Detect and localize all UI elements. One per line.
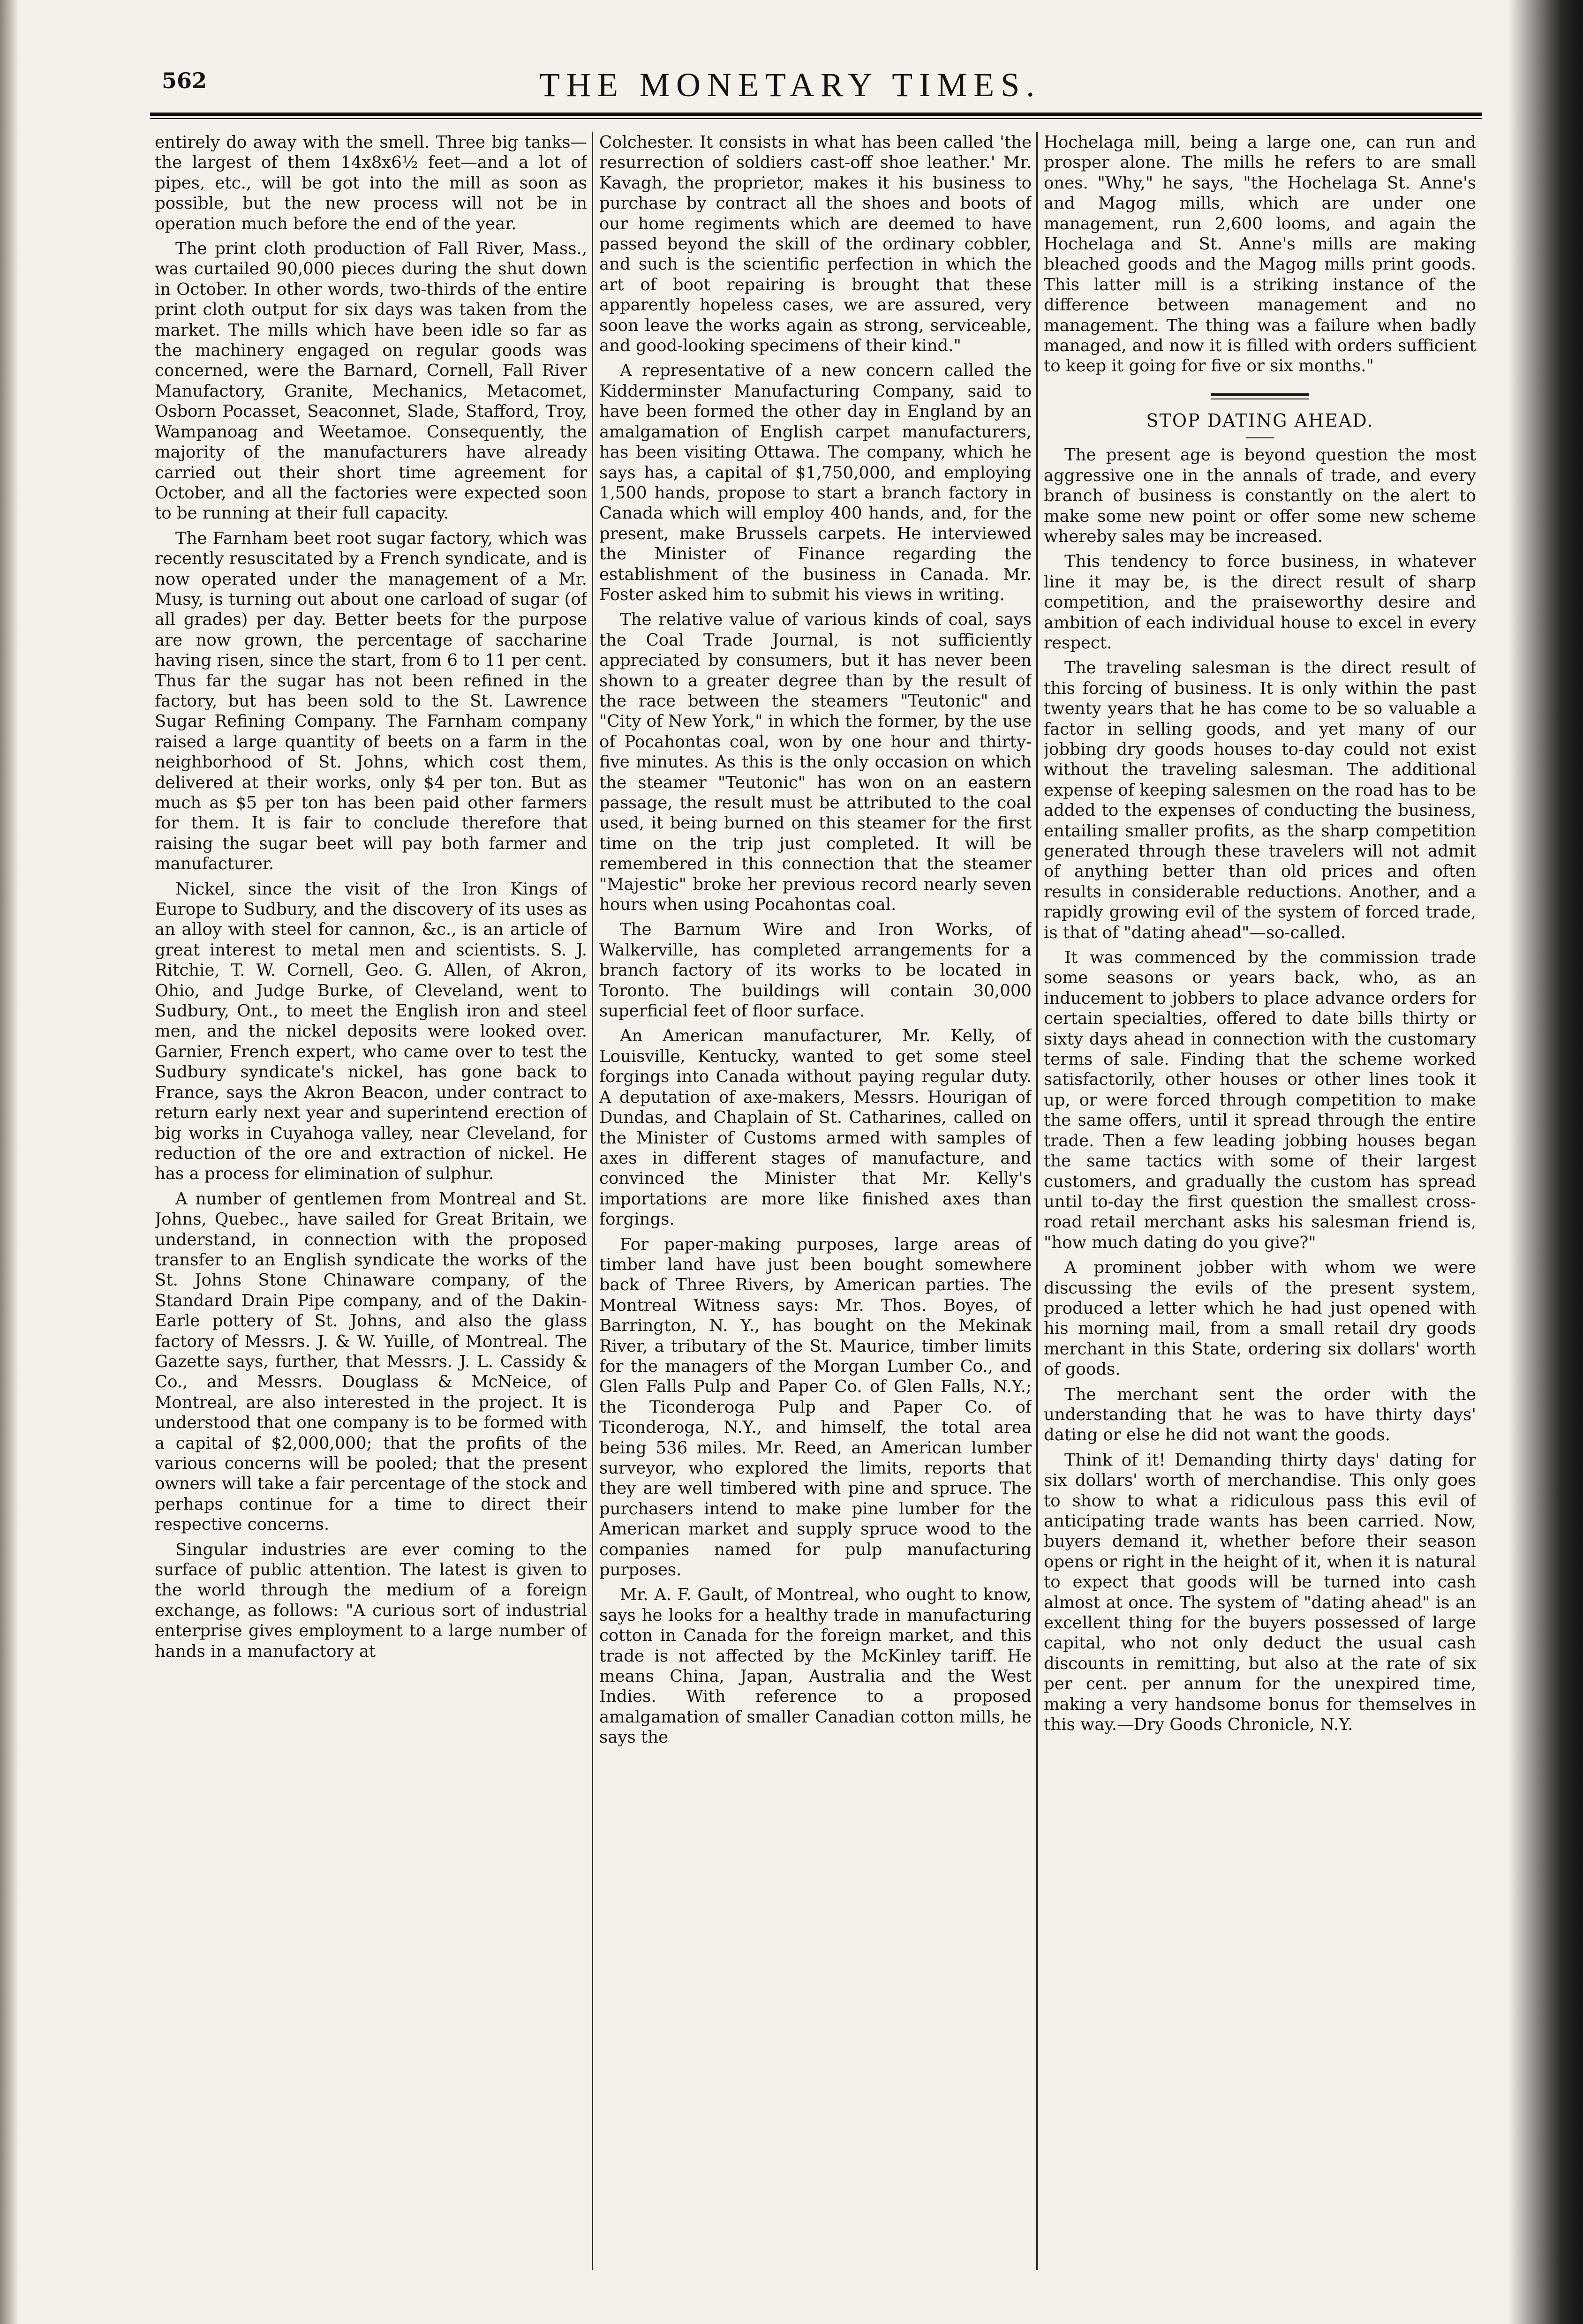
paragraph: The Barnum Wire and Iron Works, of Walkerville, has completed arrangements for a branch factory of its works to be located in Toronto. The buildings will contain 30,000 superficial feet of floor surface. <box>599 920 1032 1021</box>
section-rule <box>1211 393 1309 396</box>
paragraph: The traveling salesman is the direct result of this forcing of business. It is only within the past twenty years that he has come to be so valuable a factor in selling goods, and yet many of our jobbing dry goods houses to-day could not exist without the traveling salesman. The additional expense of keeping salesmen on the road has to be added to the expenses of conducting the business, entailing smaller profits, as the sharp competition generated through these travelers will not admit of anything better than old prices and often results in considerable reductions. Another, and a rapidly growing evil of the system of forced trade, is that of "dating ahead"—so-called. <box>1044 658 1476 942</box>
column-divider <box>1036 132 1038 2270</box>
paragraph: entirely do away with the smell. Three big tanks—the largest of them 14x8x6½ feet—and a lot of pipes, etc., will be got into the mill as soon as possible, but the new process will not be in operation much before the end of the year. <box>155 133 587 233</box>
paragraph: This tendency to force business, in whatever line it may be, is the direct result of sharp competition, and the praiseworthy desire and ambition of each individual house to excel in every respect. <box>1044 552 1476 653</box>
column-1 <box>155 132 587 2298</box>
paragraph: A number of gentlemen from Montreal and St. Johns, Quebec., have sailed for Great Britain, we understand, in connection with the proposed transfer to an English syndicate the works of the St. Johns Stone Chinaware company, of the Standard Drain Pipe company, and of the Dakin-Earle pottery of St. Johns, and also the glass factory of Messrs. J. & W. Yuille, of Montreal. The Gazette says, further, that Messrs. J. L. Cassidy & Co., and Messrs. Douglass & McNeice, of Montreal, are also interested in the project. It is understood that one company is to be formed with a capital of $2,000,000; that the profits of the various concerns will be pooled; that the present owners will take a fair percentage of the stock and perhaps continue for a time to direct their respective concerns. <box>155 1189 587 1534</box>
masthead: THE MONETARY TIMES. <box>539 66 1041 104</box>
column-3 <box>1044 132 1476 2298</box>
header-rule-thin <box>150 118 1482 119</box>
paragraph: The merchant sent the order with the understanding that he was to have thirty days' dating or else he did not want the goods. <box>1044 1384 1476 1445</box>
paragraph: Mr. A. F. Gault, of Montreal, who ought to know, says he looks for a healthy trade in manufacturing cotton in Canada for the foreign market, and this trade is not affected by the McKinley tariff. He means China, Japan, Australia and the West Indies. With reference to a proposed amalgamation of smaller Canadian cotton mills, he says the <box>599 1585 1032 1747</box>
paragraph: The Farnham beet root sugar factory, which was recently resuscitated by a French syndicate, and is now operated under the management of a Mr. Musy, is turning out about one carload of sugar (of all grades) per day. Better beets for the purpose are now grown, the percentage of saccharine having risen, since the start, from 6 to 11 per cent. Thus far the sugar has not been refined in the factory, but has been sold to the St. Lawrence Sugar Refining Company. The Farnham company raised a large quantity of beets on a farm in the neighborhood of St. Johns, which cost them, delivered at their works, only $4 per ton. But as much as $5 per ton has been paid other farmers for them. It is fair to conclude therefore that raising the sugar beet will pay both farmer and manufacturer. <box>155 528 587 874</box>
paragraph: Colchester. It consists in what has been called 'the resurrection of soldiers cast-off shoe leather.' Mr. Kavagh, the proprietor, makes it his business to purchase by contract all the shoes and boots of our home regiments which are deemed to have passed beyond the skill of the ordinary cobbler, and such is the scientific perfection in which the art of boot repairing is brought that these apparently hopeless cases, we are assured, very soon leave the works again as strong, serviceable, and good-looking specimens of their kind." <box>599 133 1032 356</box>
page-number: 562 <box>162 68 207 93</box>
paragraph: Singular industries are ever coming to the surface of public attention. The latest is given to the world through the medium of a foreign exchange, as follows: "A curious sort of industrial enterprise gives employment to a large number of hands in a manufactory at <box>155 1540 587 1661</box>
header-rule <box>150 113 1482 116</box>
paragraph: The relative value of various kinds of coal, says the Coal Trade Journal, is not sufficiently appreciated by consumers, but it has never been shown to a greater degree than by the result of the race between the steamers "Teutonic" and "City of New York," in which the former, by the use of Pocahontas coal, won by one hour and thirty-five minutes. As this is the only occasion on which the steamer "Teutonic" has won on an eastern passage, the result must be attributed to the coal used, it being burned on this steamer for the first time on the trip just completed. It will be remembered in this connection that the steamer "Majestic" broke her previous record nearly seven hours when using Pocahontas coal. <box>599 610 1032 915</box>
paragraph: The print cloth production of Fall River, Mass., was curtailed 90,000 pieces during the shut down in October. In other words, two-thirds of the entire print cloth output for six days was taken from the market. The mills which have been idle so far as the machinery engaged on regular goods was concerned, were the Barnard, Cornell, Fall River Manufactory, Granite, Mechanics, Metacomet, Osborn Pocasset, Seaconnet, Slade, Stafford, Troy, Wampanoag and Weetamoe. Consequently, the majority of the manufacturers have already carried out their short time agreement for October, and all the factories were expected soon to be running at their full capacity. <box>155 239 587 523</box>
scan-right-edge <box>1508 0 1583 2324</box>
scan-left-edge <box>0 0 19 2324</box>
paragraph: A representative of a new concern called the Kidderminster Manufacturing Company, said to have been formed the other day in England by an amalgamation of English carpet manufacturers, has been visiting Ottawa. The company, which he says has, a capital of $1,750,000, and employing 1,500 hands, propose to start a branch factory in Canada which will employ 400 hands, and, for the present, make Brussels carpets. He interviewed the Minister of Finance regarding the establishment of the business in Canada. Mr. Foster asked him to submit his views in writing. <box>599 361 1032 604</box>
paragraph: Think of it! Demanding thirty days' dating for six dollars' worth of merchandise. This only goes to show to what a ridiculous pass this evil of anticipating trade wants has been carried. Now, buyers demand it, whether before their season opens or right in the height of it, when it is natural to expect that goods will be turned into cash almost at once. The system of "dating ahead" is an excellent thing for the buyers possessed of large capital, who not only deduct the usual cash discounts in remitting, but also at the rate of six per cent. per annum for the unexpired time, making a very handsome bonus for themselves in this way.—Dry Goods Chronicle, N.Y. <box>1044 1450 1476 1735</box>
column-divider <box>592 132 593 2270</box>
paragraph: For paper-making purposes, large areas of timber land have just been bought somewhere back of Three Rivers, by American parties. The Montreal Witness says: Mr. Thos. Boyes, of Barrington, N. Y., has bought on the Mekinak River, a tributary of the St. Maurice, timber limits for the managers of the Morgan Lumber Co., and Glen Falls Pulp and Paper Co. of Glen Falls, N.Y.; the Ticonderoga Pulp and Paper Co. of Ticonderoga, N.Y., and himself, the total area being 536 miles. Mr. Reed, an American lumber surveyor, who explored the limits, reports that they are well timbered with pine and spruce. The purchasers intend to make pine lumber for the American market and supply spruce wood to the companies named for pulp manufacturing purposes. <box>599 1234 1032 1580</box>
column-2 <box>599 132 1032 2298</box>
paragraph: An American manufacturer, Mr. Kelly, of Louisville, Kentucky, wanted to get some steel forgings into Canada without paying regular duty. A deputation of axe-makers, Messrs. Hourigan of Dundas, and Chaplain of St. Catharines, called on the Minister of Customs armed with samples of axes in different stages of manufacture, and convinced the Minister that Mr. Kelly's importations are more like finished axes than forgings. <box>599 1026 1032 1229</box>
paragraph: A prominent jobber with whom we were discussing the evils of the present system, produced a letter which he had just opened with his morning mail, from a small retail dry goods merchant in this State, ordering six dollars' worth of goods. <box>1044 1258 1476 1379</box>
headline-rule <box>1246 437 1274 438</box>
paragraph: Nickel, since the visit of the Iron Kings of Europe to Sudbury, and the discovery of its uses as an alloy with steel for cannon, &c., is an article of great interest to metal men and scientists. S. J. Ritchie, T. W. Cornell, Geo. G. Allen, of Akron, Ohio, and Judge Burke, of Cleveland, went to Sudbury, Ont., to meet the English iron and steel men, and the nickel deposits were looked over. Garnier, French expert, who came over to test the Sudbury syndicate's nickel, has gone back to France, says the Akron Beacon, under contract to return early next year and superintend erection of big works in Cuyahoga valley, near Cleveland, for reduction of the ore and extraction of nickel. He has a process for elimination of sulphur. <box>155 879 587 1184</box>
paragraph: It was commenced by the commission trade some seasons or years back, who, as an inducement to jobbers to place advance orders for certain specialties, offered to date bills thirty or sixty days ahead in connection with the customary terms of sale. Finding that the scheme worked satisfactorily, other houses or other lines took it up, or were forced through competition to make the same offers, until it spread through the entire trade. Then a few leading jobbing houses began the same tactics with some of their largest customers, and gradually the custom has spread until to-day the first question the smallest cross-road retail merchant asks his salesman friend is, "how much dating do you give?" <box>1044 948 1476 1252</box>
article-headline: STOP DATING AHEAD. <box>1146 410 1374 431</box>
paragraph: Hochelaga mill, being a large one, can run and prosper alone. The mills he refers to are small ones. "Why," he says, "the Hochelaga St. Anne's and Magog mills, which are under one management, run 2,600 looms, and again the Hochelaga and St. Anne's mills are making bleached goods and the Magog mills print goods. This latter mill is a striking instance of the difference between management and no management. The thing was a failure when badly managed, and now it is filled with orders sufficient to keep it going for five or six months." <box>1044 133 1476 376</box>
paragraph: The present age is beyond question the most aggressive one in the annals of trade, and every branch of business is constantly on the alert to make some new point or offer some new scheme whereby sales may be increased. <box>1044 445 1476 546</box>
